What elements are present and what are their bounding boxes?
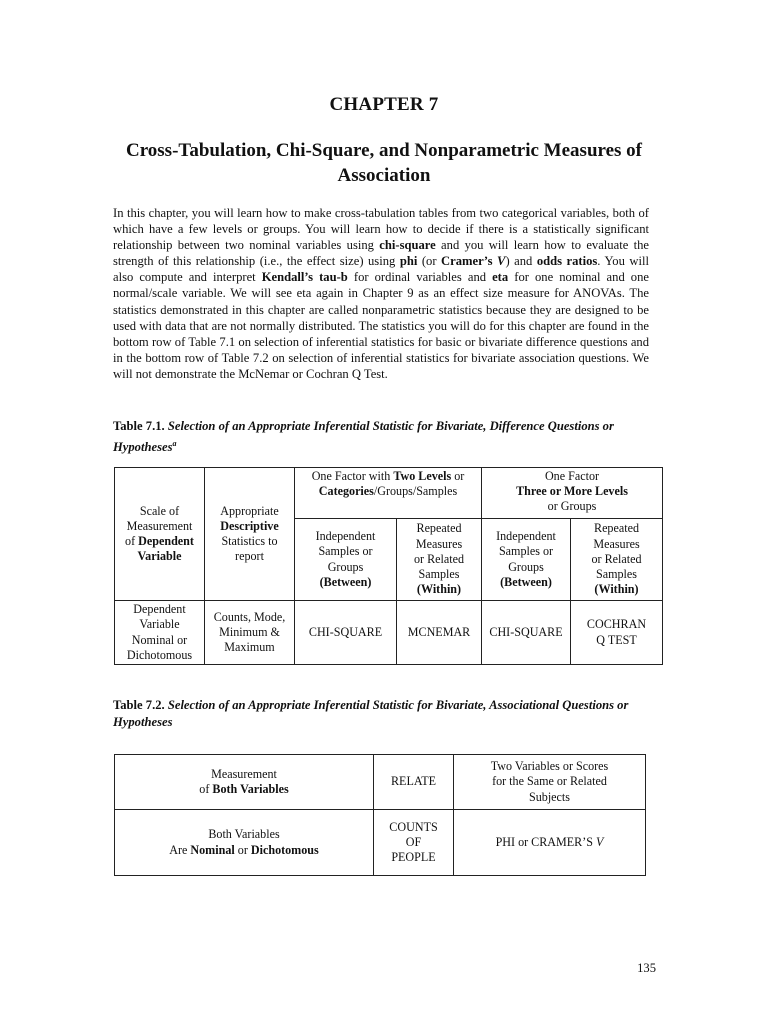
phi-cramers-v-cell: PHI or CRAMER’S V xyxy=(454,810,646,876)
page-number: 135 xyxy=(637,961,656,975)
table-7-2-caption-text: Selection of an Appropriate Inferential Statistic for Bivariate, Associational Questions or Hypotheses xyxy=(113,698,629,729)
cochran-q-cell: COCHRAN Q TEST xyxy=(571,601,663,665)
two-levels-group-header: One Factor with Two Levels or Categories/Groups/Samples xyxy=(295,468,482,519)
chi-square-cell-1: CHI-SQUARE xyxy=(295,601,397,665)
scale-of-measurement-header: Scale of Measurement of Dependent Variable xyxy=(115,468,205,601)
descriptive-statistics-header: Appropriate Descriptive Statistics to report xyxy=(205,468,295,601)
table-7-2-caption xyxy=(113,697,658,731)
nominal-variables-cell: Both Variables Are Nominal or Dichotomous xyxy=(115,810,374,876)
independent-samples-header-1: Independent Samples or Groups (Between) xyxy=(295,519,397,601)
chapter-label: CHAPTER 7 xyxy=(329,94,439,115)
independent-samples-header-2: Independent Samples or Groups (Between) xyxy=(482,519,571,601)
measurement-header: Measurement of Both Variables xyxy=(115,755,374,810)
table-7-2-label: Table 7.2. xyxy=(113,698,165,712)
dependent-variable-cell: Dependent Variable Nominal or Dichotomous xyxy=(115,601,205,665)
table-7-2 xyxy=(114,754,646,876)
counts-of-people-cell: COUNTS OF PEOPLE xyxy=(374,810,454,876)
mcnemar-cell: MCNEMAR xyxy=(397,601,482,665)
descriptive-stats-cell: Counts, Mode, Minimum & Maximum xyxy=(205,601,295,665)
table-7-1-footnote-mark: a xyxy=(172,439,177,448)
three-levels-group-header: One Factor Three or More Levels or Groups xyxy=(482,468,663,519)
two-variables-header: Two Variables or Scores for the Same or Related Subjects xyxy=(454,755,646,810)
table-7-1-label: Table 7.1. xyxy=(113,419,165,433)
intro-paragraph: In this chapter, you will learn how to make cross-tabulation tables from two categorical variables, both of which have a few levels or groups. You will learn how to decide if there is a statistically significant relationship between two nominal variables using chi-square and you will learn how to evaluate the strength of this relationship (i.e., the effect size) using phi (or Cramer’s V) and odds ratios. You will also compute and interpret Kendall’s tau-b for ordinal variables and eta for one nominal and one normal/scale variable. We will see eta again in Chapter 9 as an effect size measure for ANOVAs. The statistics demonstrated in this chapter are called nonparametric statistics because they are designed to be used with data that are not normally distributed. The statistics you will do for this chapter are found in the bottom row of Table 7.1 on selection of inferential statistics for basic or bivariate difference questions and in the bottom row of Table 7.2 on selection of inferential statistics for bivariate association questions. We will not demonstrate the McNemar or Cochran Q Test. xyxy=(113,206,649,381)
repeated-measures-header-2: Repeated Measures or Related Samples (Within) xyxy=(571,519,663,601)
chi-square-cell-2: CHI-SQUARE xyxy=(482,601,571,665)
relate-header: RELATE xyxy=(374,755,454,810)
table-7-1 xyxy=(114,467,663,665)
table-7-1-caption-text: Selection of an Appropriate Inferential Statistic for Bivariate, Difference Questions or Hypotheses xyxy=(113,419,614,455)
chapter-title: Cross-Tabulation, Chi-Square, and Nonparametric Measures of Association xyxy=(125,140,643,186)
repeated-measures-header-1: Repeated Measures or Related Samples (Within) xyxy=(397,519,482,601)
table-7-1-caption xyxy=(113,418,658,456)
